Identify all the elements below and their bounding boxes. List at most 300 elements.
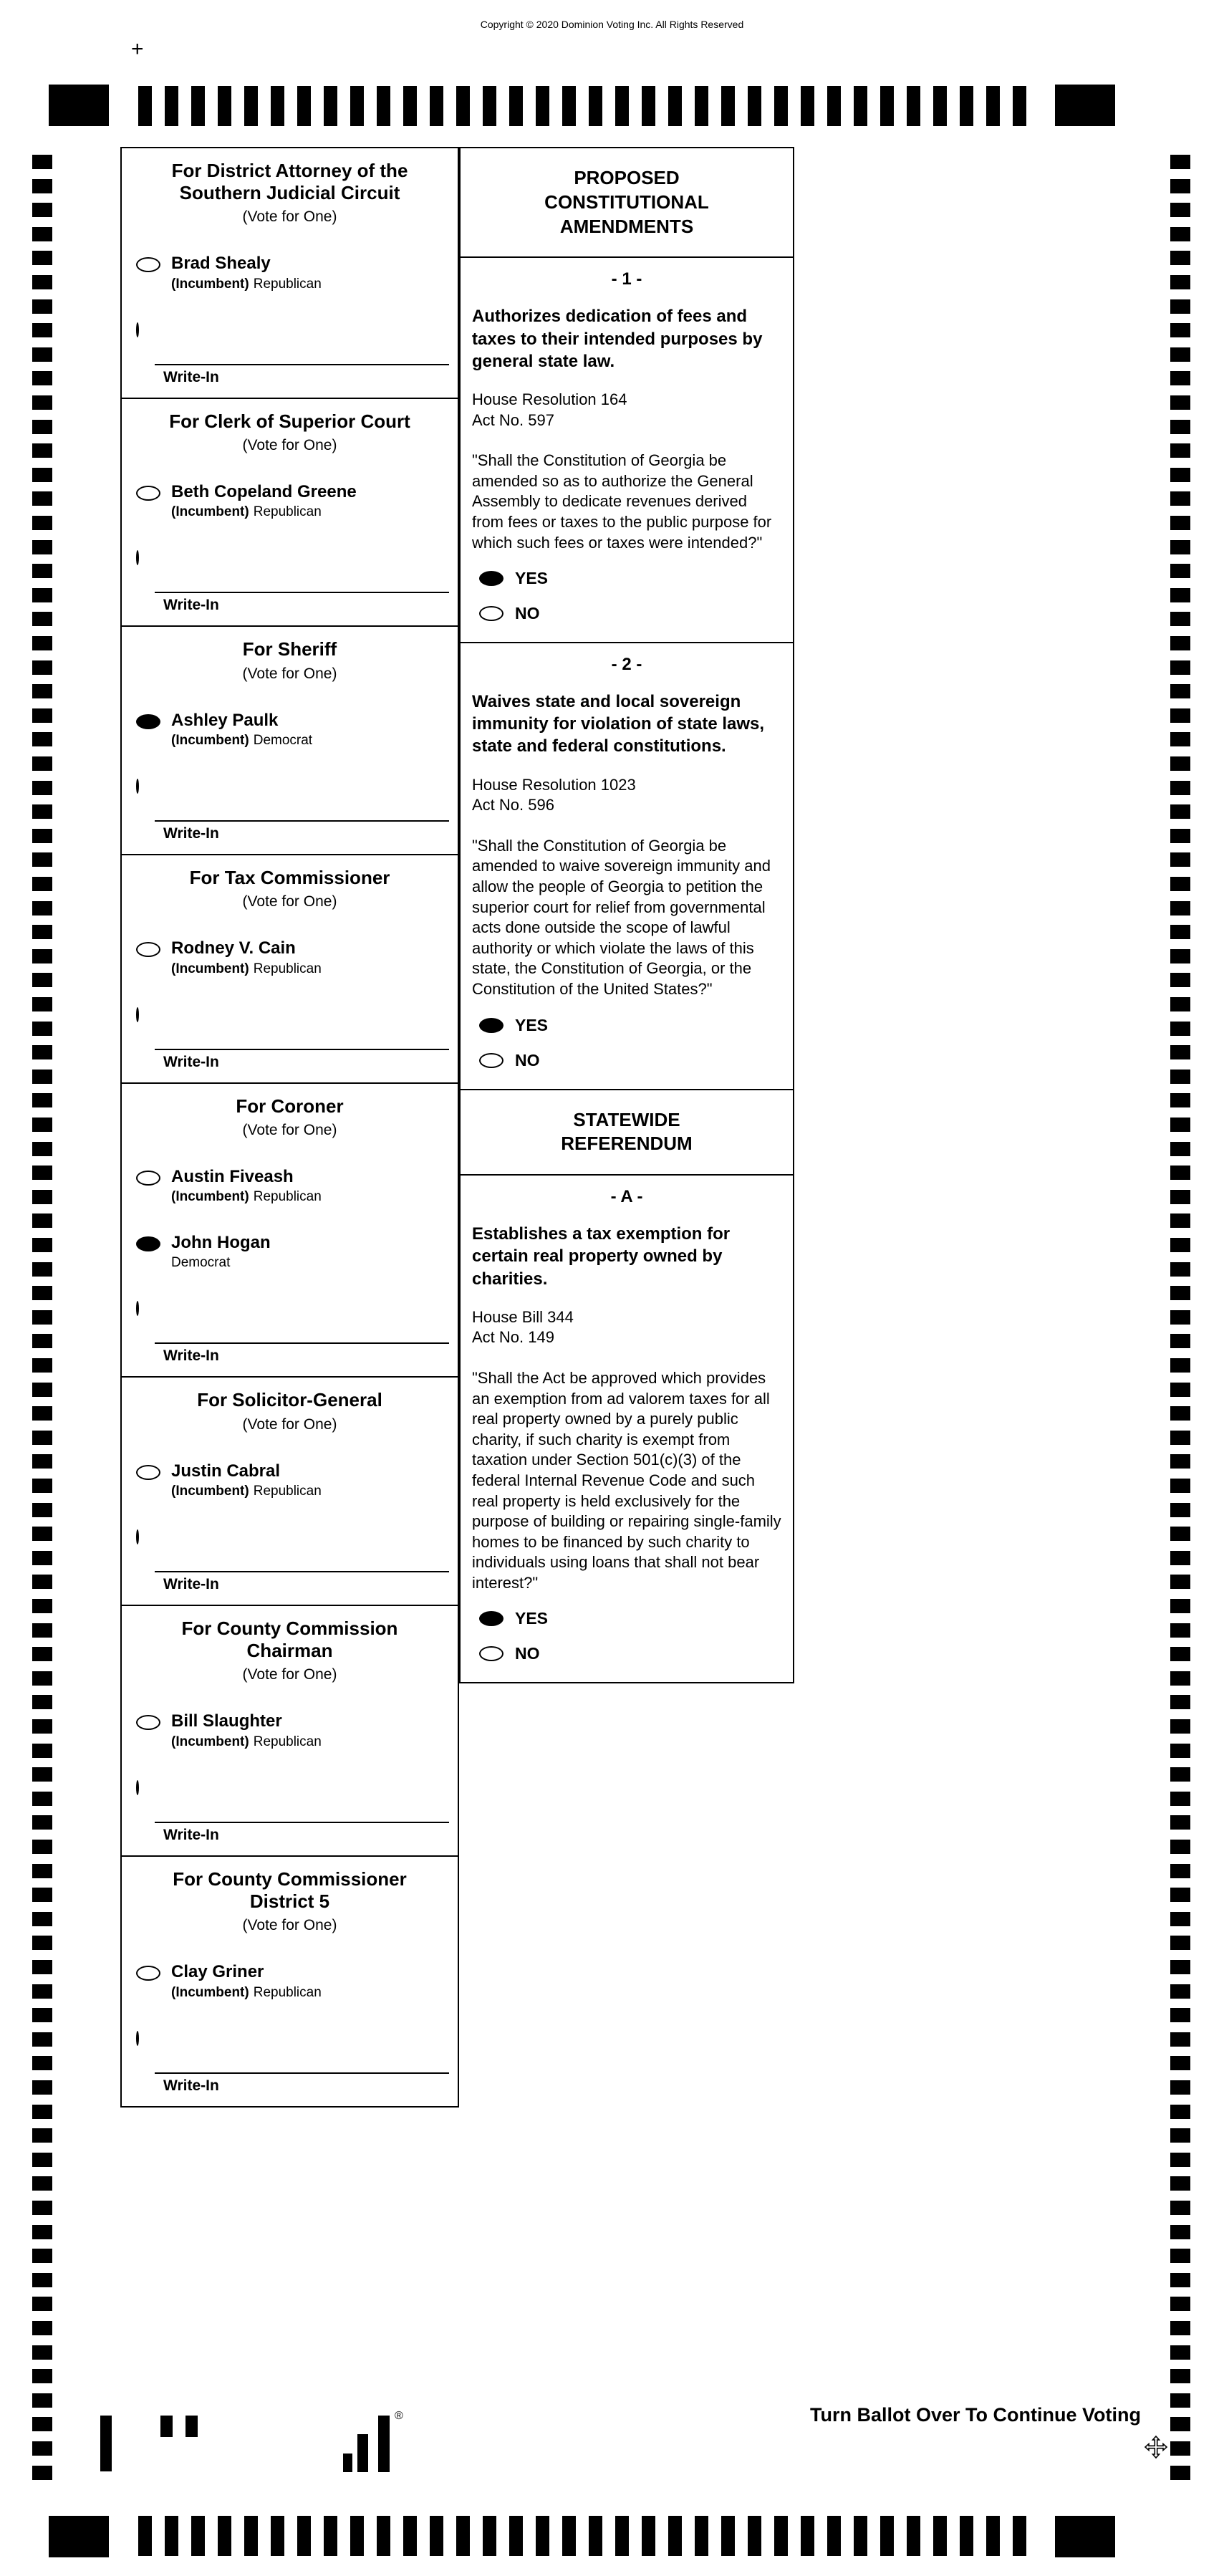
timing-mark [536, 86, 549, 126]
timing-mark [1170, 2105, 1190, 2119]
ballot-choice[interactable] [479, 1644, 774, 1663]
timing-mark [1170, 1045, 1190, 1059]
choice-oval[interactable] [479, 1646, 503, 1661]
timing-mark [1170, 516, 1190, 530]
candidate-oval[interactable] [136, 1171, 160, 1186]
timing-mark [32, 2297, 52, 2311]
candidate-name: Beth Copeland Greene [171, 481, 357, 501]
timing-mark [138, 2516, 152, 2556]
timing-mark [880, 86, 894, 126]
timing-mark [191, 86, 205, 126]
timing-mark [1170, 275, 1190, 289]
timing-mark [32, 420, 52, 434]
write-in-oval[interactable] [136, 779, 139, 794]
timing-mark [32, 1118, 52, 1132]
contest-instruction: (Vote for One) [242, 665, 337, 682]
choice-oval[interactable] [479, 1053, 503, 1068]
timing-mark [32, 1912, 52, 1926]
timing-mark [32, 1093, 52, 1107]
measure-column [459, 147, 794, 1683]
candidate-option[interactable] [122, 1234, 458, 1271]
timing-mark [1170, 491, 1190, 506]
timing-mark [403, 86, 417, 126]
choice-oval[interactable] [479, 1611, 503, 1626]
timing-mark [32, 2056, 52, 2070]
write-in-oval[interactable] [136, 322, 139, 337]
timing-mark [1170, 2417, 1190, 2431]
timing-mark [32, 491, 52, 506]
timing-mark [32, 781, 52, 795]
timing-mark [827, 2516, 841, 2556]
timing-mark [32, 829, 52, 843]
contest-instruction: (Vote for One) [242, 1121, 337, 1138]
timing-mark [1170, 1599, 1190, 1613]
timing-mark [1170, 1118, 1190, 1132]
write-in-oval[interactable] [136, 1780, 139, 1795]
timing-mark [1170, 1334, 1190, 1348]
candidate-detail: Democrat [171, 1255, 231, 1271]
candidate-option[interactable] [122, 711, 458, 749]
timing-mark [1170, 1815, 1190, 1830]
timing-mark [1170, 1479, 1190, 1493]
write-in-oval[interactable] [136, 2031, 139, 2046]
timing-mark [32, 1358, 52, 1373]
timing-mark [1170, 1190, 1190, 1204]
timing-mark [1170, 781, 1190, 795]
timing-mark [32, 564, 52, 578]
candidate-oval[interactable] [136, 1236, 160, 1251]
timing-mark [1170, 2153, 1190, 2167]
write-in-label: Write-In [163, 1053, 219, 1070]
ballot-choice[interactable] [479, 1016, 774, 1035]
timing-mark [1170, 684, 1190, 698]
timing-mark [1170, 1623, 1190, 1638]
choice-label: YES [515, 569, 549, 588]
timing-mark [32, 2201, 52, 2215]
measure-question: "Shall the Constitution of Georgia be amended to waive sovereign immunity and allow the people of Georgia to petition the superior court for relief from governmental acts done outside the scope of lawful authority or which violate the laws of this state, the Constitution of Georgia, or the Constitution of the United States?" [472, 836, 771, 999]
timing-mark [32, 2153, 52, 2167]
candidate-option[interactable] [122, 1462, 458, 1499]
timing-mark [880, 2516, 894, 2556]
contest-box [120, 1605, 459, 1857]
timing-mark [562, 86, 576, 126]
timing-mark [32, 203, 52, 217]
contest-box [120, 147, 459, 399]
timing-mark [32, 179, 52, 193]
candidate-detail: (Incumbent) Republican [171, 1984, 322, 2000]
timing-mark [1170, 443, 1190, 458]
timing-mark [589, 2516, 602, 2556]
timing-mark [1170, 829, 1190, 843]
candidate-detail: (Incumbent) Republican [171, 1189, 322, 1205]
timing-mark [32, 2128, 52, 2143]
ballot-id-mark [343, 2454, 352, 2472]
timing-mark [32, 1454, 52, 1469]
timing-mark [32, 1045, 52, 1059]
ballot-choice[interactable] [479, 1609, 774, 1628]
timing-mark [509, 2516, 523, 2556]
timing-mark [1013, 2516, 1026, 2556]
registered-trademark-symbol: ® [395, 2410, 403, 2422]
timing-mark [1170, 468, 1190, 482]
timing-mark [1170, 1262, 1190, 1277]
timing-mark [32, 1647, 52, 1661]
timing-mark [218, 86, 231, 126]
section-header [459, 147, 794, 258]
candidate-detail: (Incumbent) Republican [171, 961, 322, 976]
contest-title-line: For Clerk of Superior Court [169, 410, 410, 432]
timing-mark [32, 275, 52, 289]
timing-mark [32, 2105, 52, 2119]
timing-corner-mark [1055, 2516, 1115, 2557]
timing-mark [1170, 1358, 1190, 1373]
timing-mark [165, 86, 178, 126]
write-in-oval[interactable] [136, 1301, 139, 1316]
timing-mark [32, 1406, 52, 1421]
measure-question: "Shall the Act be approved which provides an exemption from ad valorem taxes for all real property owned by a purely public charity, if such charity is exempt from taxation under Section 501(c)(3) of the federal Internal Revenue Code and such real property is held exclusively for the purpose of building or repairing single-family homes to be financed by such charity to individuals using loans that shall not bear interest?" [472, 1368, 781, 1592]
registration-crosshair-icon [1143, 2434, 1169, 2464]
timing-mark [32, 155, 52, 169]
timing-mark [1170, 660, 1190, 675]
timing-mark [32, 1479, 52, 1493]
section-header-line: STATEWIDE [573, 1108, 680, 1130]
choice-label: NO [515, 604, 540, 623]
candidate-name: John Hogan [171, 1233, 271, 1253]
measure-reference-line: House Resolution 164 [472, 390, 627, 408]
timing-mark [32, 756, 52, 771]
timing-mark [1170, 1286, 1190, 1300]
timing-mark [32, 925, 52, 939]
timing-mark [430, 2516, 443, 2556]
write-in-line[interactable] [155, 2072, 449, 2074]
timing-mark [1170, 2321, 1190, 2335]
candidate-detail: (Incumbent) Republican [171, 504, 322, 520]
write-in-oval[interactable] [136, 550, 139, 565]
timing-mark [1170, 1864, 1190, 1878]
timing-mark [1170, 1213, 1190, 1228]
write-in-oval[interactable] [136, 1007, 139, 1022]
candidate-option[interactable] [122, 1712, 458, 1749]
timing-mark [1170, 323, 1190, 337]
candidate-oval[interactable] [136, 942, 160, 957]
timing-mark [748, 2516, 761, 2556]
timing-mark [1170, 1647, 1190, 1661]
timing-mark [32, 612, 52, 626]
section-header-line: AMENDMENTS [559, 215, 694, 237]
timing-mark [1170, 227, 1190, 241]
candidate-text [171, 939, 322, 976]
timing-mark [1170, 1238, 1190, 1252]
write-in-label: Write-In [163, 597, 219, 614]
timing-mark [1170, 2441, 1190, 2456]
timing-mark [32, 588, 52, 602]
write-in-label: Write-In [163, 368, 219, 385]
candidate-text [171, 1712, 322, 1749]
timing-mark [32, 347, 52, 362]
timing-mark [1170, 804, 1190, 819]
timing-mark [1170, 1888, 1190, 1902]
timing-mark [1170, 1671, 1190, 1686]
timing-mark [32, 227, 52, 241]
contest-title-line: For County Commissioner [173, 1868, 407, 1890]
candidate-option[interactable] [122, 254, 458, 292]
candidate-text [171, 254, 322, 292]
timing-mark [32, 1166, 52, 1180]
timing-mark [695, 86, 708, 126]
timing-mark [32, 299, 52, 314]
section-header [459, 1089, 794, 1176]
measure-reference-line: House Resolution 1023 [472, 775, 636, 794]
write-in-line[interactable] [155, 592, 449, 593]
timing-mark [456, 86, 470, 126]
timing-mark [32, 1213, 52, 1228]
timing-mark [32, 1022, 52, 1036]
timing-mark [32, 1864, 52, 1878]
timing-mark [32, 1744, 52, 1758]
candidate-option[interactable] [122, 1963, 458, 2000]
timing-mark [1170, 299, 1190, 314]
timing-mark [1170, 1310, 1190, 1325]
timing-mark [324, 2516, 337, 2556]
choice-label: NO [515, 1050, 540, 1070]
timing-mark [1170, 2056, 1190, 2070]
timing-mark [827, 86, 841, 126]
contest-instruction: (Vote for One) [242, 1666, 337, 1683]
timing-mark [1170, 636, 1190, 650]
candidate-option[interactable] [122, 483, 458, 520]
timing-mark [32, 1815, 52, 1830]
timing-mark [1013, 86, 1026, 126]
measure-reference-line: Act No. 597 [472, 410, 554, 429]
timing-mark [32, 804, 52, 819]
timing-mark [165, 2516, 178, 2556]
timing-mark [32, 2080, 52, 2095]
timing-corner-mark [1055, 85, 1115, 126]
timing-mark [218, 2516, 231, 2556]
timing-mark [1170, 1912, 1190, 1926]
candidate-oval[interactable] [136, 1465, 160, 1480]
timing-mark [1170, 2273, 1190, 2287]
contest-box [120, 398, 459, 628]
timing-mark [32, 877, 52, 891]
timing-mark [32, 468, 52, 482]
measure-references [461, 1307, 793, 1348]
ballot-choice[interactable] [479, 604, 774, 623]
timing-corner-mark [49, 85, 109, 126]
ballot-id-mark [160, 2416, 173, 2437]
timing-mark [377, 86, 390, 126]
timing-mark [1170, 1454, 1190, 1469]
timing-mark [1170, 2128, 1190, 2143]
candidate-detail: (Incumbent) Republican [171, 1484, 322, 1499]
timing-mark [1170, 901, 1190, 915]
timing-mark [668, 86, 682, 126]
timing-mark [1170, 2080, 1190, 2095]
contest-title [122, 1606, 458, 1662]
timing-mark [1170, 420, 1190, 434]
timing-mark [32, 684, 52, 698]
timing-mark [32, 1984, 52, 1999]
timing-mark [32, 1190, 52, 1204]
timing-mark [32, 2176, 52, 2191]
timing-mark [1170, 540, 1190, 554]
timing-mark [668, 2516, 682, 2556]
timing-mark [32, 2417, 52, 2431]
timing-mark [32, 1840, 52, 1854]
write-in-label: Write-In [163, 2077, 219, 2094]
section-header-line: PROPOSED [574, 167, 680, 188]
contest-box [120, 854, 459, 1084]
timing-mark [1170, 588, 1190, 602]
timing-mark [32, 1551, 52, 1565]
measure-summary: Waives state and local sovereign immunity for violation of state laws, state and federal constitutions. [472, 692, 765, 756]
contest-title [122, 1378, 458, 1411]
timing-mark [960, 86, 973, 126]
timing-mark [483, 2516, 496, 2556]
timing-mark [32, 1936, 52, 1950]
timing-mark [32, 395, 52, 410]
candidate-oval[interactable] [136, 1715, 160, 1730]
timing-mark [377, 2516, 390, 2556]
timing-mark [1170, 925, 1190, 939]
timing-mark [1170, 2393, 1190, 2408]
timing-mark [1170, 155, 1190, 169]
timing-mark [32, 1503, 52, 1517]
write-in-line[interactable] [155, 364, 449, 365]
candidate-text [171, 1234, 271, 1271]
measure-references [461, 775, 793, 816]
timing-mark [32, 708, 52, 723]
timing-mark [1170, 1431, 1190, 1445]
write-in-label: Write-In [163, 1347, 219, 1365]
timing-mark [32, 973, 52, 987]
timing-corner-mark [49, 2516, 109, 2557]
timing-mark [1170, 852, 1190, 867]
timing-mark [32, 1599, 52, 1613]
section-header-line: REFERENDUM [561, 1133, 693, 1155]
timing-mark [1170, 1744, 1190, 1758]
timing-mark [32, 1623, 52, 1638]
timing-mark [32, 1070, 52, 1084]
measure-summary: Authorizes dedication of fees and taxes to their intended purposes by general state law. [472, 307, 763, 371]
timing-mark [509, 86, 523, 126]
timing-mark [32, 1286, 52, 1300]
write-in-line[interactable] [155, 1049, 449, 1050]
timing-mark [1170, 1767, 1190, 1782]
write-in-label: Write-In [163, 1826, 219, 1843]
choice-oval[interactable] [479, 606, 503, 621]
measure-box [459, 642, 794, 1090]
measure-number: - A - [610, 1187, 643, 1207]
timing-mark [32, 732, 52, 746]
candidate-oval[interactable] [136, 714, 160, 729]
timing-mark [271, 86, 284, 126]
contest-title [122, 1084, 458, 1118]
contest-box [120, 625, 459, 855]
timing-mark [1170, 1960, 1190, 1974]
timing-mark [1170, 1503, 1190, 1517]
contest-title [122, 399, 458, 433]
timing-mark [801, 86, 814, 126]
timing-mark [1170, 1936, 1190, 1950]
write-in-label: Write-In [163, 1576, 219, 1593]
candidate-option[interactable] [122, 939, 458, 976]
timing-mark [32, 323, 52, 337]
candidate-text [171, 1963, 322, 2000]
timing-mark [324, 86, 337, 126]
timing-mark [1170, 1527, 1190, 1541]
timing-mark [32, 2249, 52, 2263]
timing-mark [32, 1767, 52, 1782]
turn-ballot-over-notice: Turn Ballot Over To Continue Voting [810, 2404, 1141, 2426]
timing-mark [138, 86, 152, 126]
contest-box [120, 1082, 459, 1378]
contest-instruction: (Vote for One) [242, 1917, 337, 1934]
ballot-choice[interactable] [479, 1051, 774, 1070]
candidate-option[interactable] [122, 1168, 458, 1205]
timing-mark [695, 2516, 708, 2556]
timing-mark [32, 2225, 52, 2239]
timing-mark [1170, 756, 1190, 771]
timing-mark [32, 1334, 52, 1348]
measure-box [459, 256, 794, 643]
choice-oval[interactable] [479, 1018, 503, 1033]
timing-mark [1170, 1719, 1190, 1734]
timing-mark [32, 1527, 52, 1541]
candidate-oval[interactable] [136, 257, 160, 272]
contest-title-line: For Solicitor-General [197, 1389, 382, 1411]
timing-mark [1170, 2345, 1190, 2360]
candidate-oval[interactable] [136, 486, 160, 501]
timing-mark [350, 2516, 364, 2556]
timing-mark [1170, 179, 1190, 193]
candidate-name: Justin Cabral [171, 1461, 281, 1481]
timing-mark [1170, 973, 1190, 987]
choice-label: YES [515, 1015, 549, 1034]
timing-mark [1170, 732, 1190, 746]
contest-instruction: (Vote for One) [242, 1416, 337, 1433]
write-in-line[interactable] [155, 820, 449, 822]
write-in-oval[interactable] [136, 1529, 139, 1544]
write-in-line[interactable] [155, 1571, 449, 1572]
timing-mark [1170, 1840, 1190, 1854]
timing-mark [32, 660, 52, 675]
timing-mark [32, 2441, 52, 2456]
candidate-name: Rodney V. Cain [171, 938, 296, 958]
timing-mark [32, 1142, 52, 1156]
timing-mark [854, 86, 867, 126]
timing-mark [32, 1383, 52, 1397]
timing-mark [32, 1888, 52, 1902]
timing-mark [32, 443, 52, 458]
timing-mark [801, 2516, 814, 2556]
timing-mark [32, 2369, 52, 2383]
timing-mark [562, 2516, 576, 2556]
choice-oval[interactable] [479, 571, 503, 586]
contest-box [120, 1376, 459, 1606]
section-header-line: CONSTITUTIONAL [544, 191, 709, 213]
ballot-choice[interactable] [479, 569, 774, 588]
write-in-line[interactable] [155, 1342, 449, 1344]
timing-mark [32, 1695, 52, 1709]
candidate-oval[interactable] [136, 1966, 160, 1981]
timing-mark [32, 2393, 52, 2408]
write-in-line[interactable] [155, 1822, 449, 1823]
timing-mark [1170, 1792, 1190, 1806]
candidate-name: Ashley Paulk [171, 710, 279, 730]
contest-title-line: District 5 [249, 1890, 330, 1912]
timing-mark [1170, 997, 1190, 1011]
